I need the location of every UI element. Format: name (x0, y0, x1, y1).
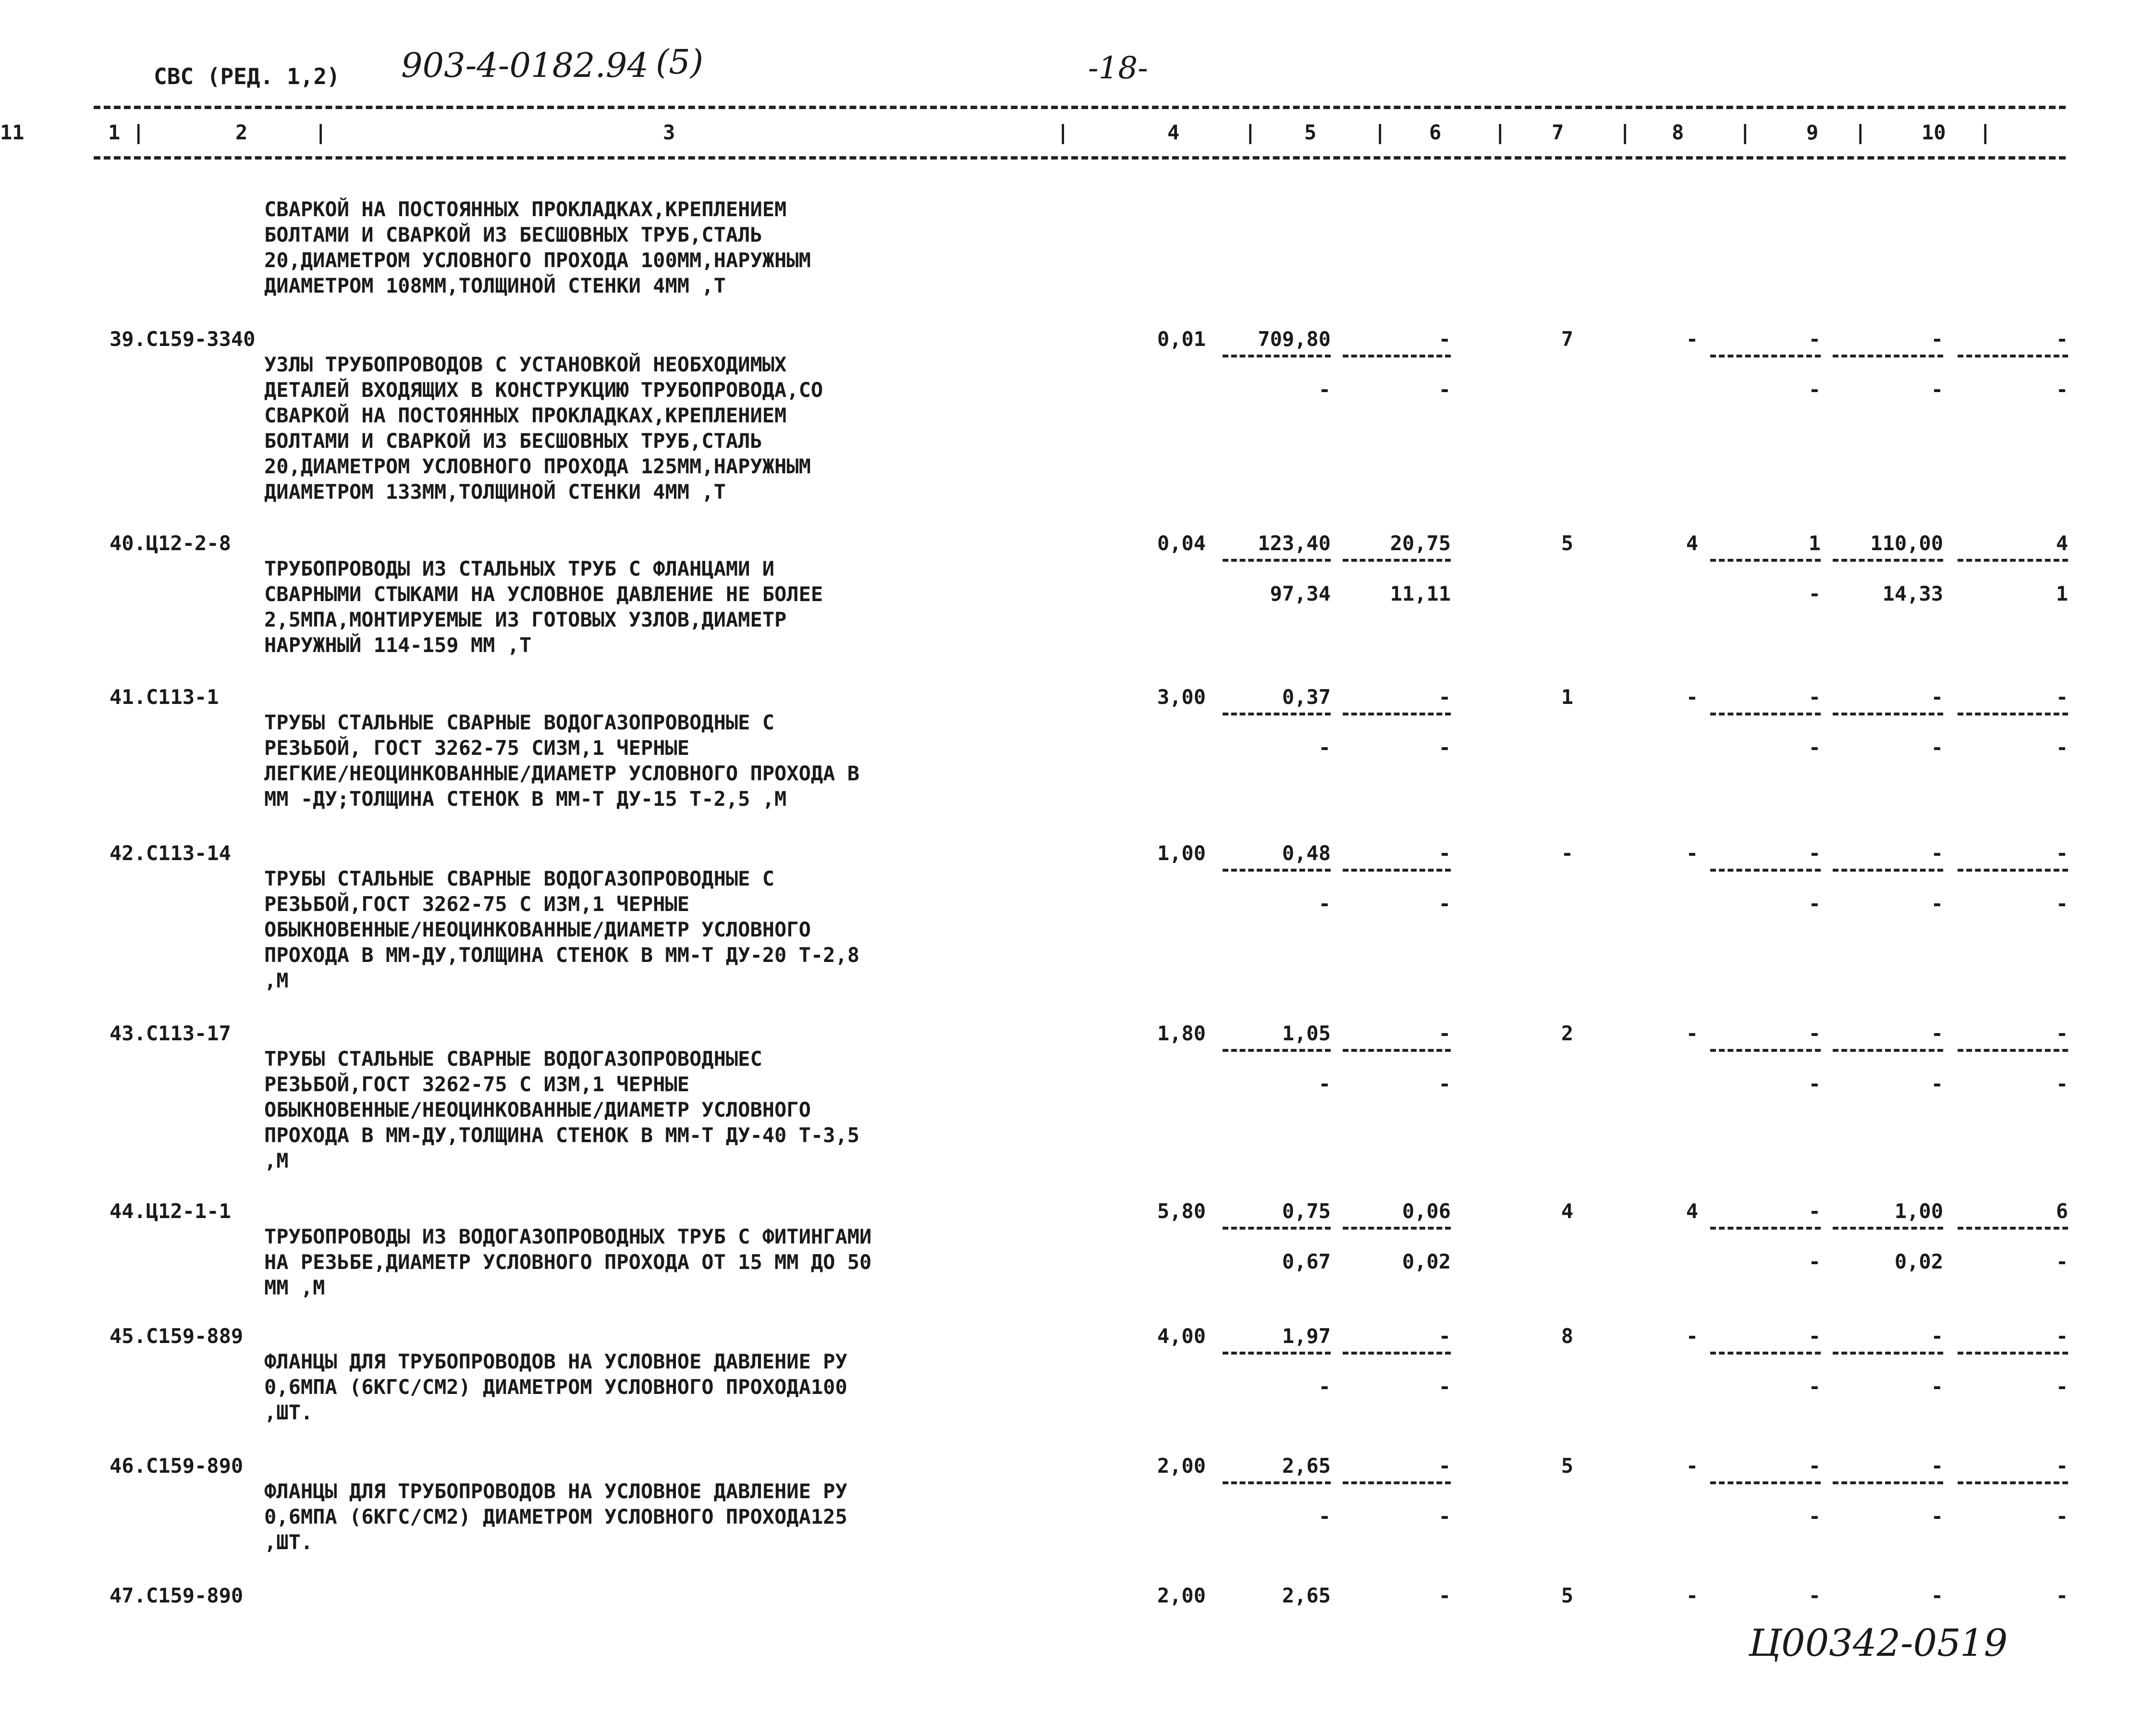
value-c6: - (1438, 841, 1451, 865)
fraction-bar (1833, 713, 1943, 715)
value-c8: - (1686, 1022, 1698, 1045)
column-header-label: | (1854, 121, 1867, 144)
value-c4: 2,00 (1157, 1454, 1206, 1478)
row-code: 45.С159-889 (110, 1324, 244, 1348)
row-code: 44.Ц12-1-1 (110, 1199, 231, 1223)
fraction-bar (1958, 713, 2068, 715)
column-header-label: 3 (663, 121, 675, 144)
value-c9-lower: - (1808, 1375, 1821, 1398)
column-header-label: 2 (235, 121, 248, 144)
description-line: ММ ,М (264, 1276, 325, 1299)
fraction-bar (1343, 1049, 1451, 1052)
value-c8: 4 (1686, 1199, 1698, 1223)
value-c11: 4 (2056, 531, 2068, 555)
fraction-bar (1223, 713, 1331, 715)
description-line: ФЛАНЦЫ ДЛЯ ТРУБОПРОВОДОВ НА УСЛОВНОЕ ДАВЛЕНИЕ РУ (264, 1479, 847, 1503)
value-c6: - (1438, 1022, 1451, 1045)
fraction-bar (1343, 1227, 1451, 1230)
value-c11: - (2056, 1022, 2068, 1045)
value-c8: - (1686, 327, 1698, 351)
value-c5: 1,97 (1282, 1324, 1331, 1348)
description-line: ,М (264, 969, 289, 992)
fraction-bar (1958, 869, 2068, 872)
description-line: 20,ДИАМЕТРОМ УСЛОВНОГО ПРОХОДА 125ММ,НАРУЖНЫМ (264, 455, 811, 478)
value-c11-lower: - (2056, 1504, 2068, 1528)
fraction-bar (1958, 559, 2068, 562)
value-c9: 1 (1808, 531, 1821, 555)
value-c10-lower: 14,33 (1882, 582, 1943, 605)
value-c5: 2,65 (1282, 1584, 1331, 1607)
value-c7: 5 (1561, 531, 1573, 555)
fraction-bar (1833, 1352, 1943, 1355)
value-c7: 4 (1561, 1199, 1573, 1223)
fraction-bar (1710, 713, 1821, 715)
fraction-bar (1343, 713, 1451, 715)
value-c10: - (1931, 1022, 1943, 1045)
document-part: (5) (656, 42, 704, 82)
value-c10-lower: - (1931, 1375, 1943, 1398)
description-line: НА РЕЗЬБЕ,ДИАМЕТР УСЛОВНОГО ПРОХОДА ОТ 15 ММ ДО 50 (264, 1250, 872, 1274)
description-line: ,ШТ. (264, 1530, 313, 1554)
value-c11: - (2056, 1454, 2068, 1478)
value-c4: 5,80 (1157, 1199, 1206, 1223)
value-c5-lower: - (1318, 892, 1331, 915)
value-c9: - (1808, 841, 1821, 865)
value-c6-lower: - (1438, 736, 1451, 759)
value-c7: - (1561, 841, 1573, 865)
value-c10-lower: - (1931, 378, 1943, 401)
value-c5-lower: 0,67 (1282, 1250, 1331, 1273)
description-line: ТРУБЫ СТАЛЬНЫЕ СВАРНЫЕ ВОДОГАЗОПРОВОДНЫЕ С (264, 867, 775, 890)
fraction-bar (1833, 1049, 1943, 1052)
description-line: ПРОХОДА В ММ-ДУ,ТОЛЩИНА СТЕНОК В ММ-Т ДУ-40 Т-3,5 (264, 1123, 860, 1147)
value-c6: - (1438, 685, 1451, 709)
description-line: ДЕТАЛЕЙ ВХОДЯЩИХ В КОНСТРУКЦИЮ ТРУБОПРОВОДА,СО (264, 378, 823, 402)
value-c11-lower: - (2056, 1375, 2068, 1398)
description-line: 20,ДИАМЕТРОМ УСЛОВНОГО ПРОХОДА 100ММ,НАРУЖНЫМ (264, 248, 811, 272)
description-line: ТРУБОПРОВОДЫ ИЗ СТАЛЬНЫХ ТРУБ С ФЛАНЦАМИ И (264, 557, 775, 580)
description-line: ОБЫКНОВЕННЫЕ/НЕОЦИНКОВАННЫЕ/ДИАМЕТР УСЛОВНОГО (264, 1098, 811, 1121)
fraction-bar (1343, 1352, 1451, 1355)
value-c10: - (1931, 685, 1943, 709)
description-line: БОЛТАМИ И СВАРКОЙ ИЗ БЕСШОВНЫХ ТРУБ,СТАЛЬ (264, 223, 762, 246)
value-c10-lower: - (1931, 736, 1943, 759)
value-c9: - (1808, 1022, 1821, 1045)
description-line: УЗЛЫ ТРУБОПРОВОДОВ С УСТАНОВКОЙ НЕОБХОДИМЫХ (264, 353, 787, 376)
value-c5-lower: - (1318, 1504, 1331, 1528)
value-c6-lower: 11,11 (1390, 582, 1451, 605)
fraction-bar (1343, 355, 1451, 357)
value-c10: - (1931, 841, 1943, 865)
fraction-bar (1958, 1352, 2068, 1355)
column-header-label: 11 (0, 121, 24, 144)
description-line: СВАРКОЙ НА ПОСТОЯННЫХ ПРОКЛАДКАХ,КРЕПЛЕНИЕМ (264, 197, 787, 221)
value-c5-lower: - (1318, 736, 1331, 759)
page-number: -18- (1088, 50, 1148, 86)
value-c9: - (1808, 685, 1821, 709)
fraction-bar (1710, 869, 1821, 872)
value-c6-lower: - (1438, 1504, 1451, 1528)
value-c11: - (2056, 327, 2068, 351)
value-c5: 2,65 (1282, 1454, 1331, 1478)
value-c4: 1,00 (1157, 841, 1206, 865)
fraction-bar (1710, 1481, 1821, 1484)
description-line: РЕЗЬБОЙ,ГОСТ 3262-75 С ИЗМ,1 ЧЕРНЫЕ (264, 892, 690, 916)
value-c9: - (1808, 1324, 1821, 1348)
description-line: ТРУБЫ СТАЛЬНЫЕ СВАРНЫЕ ВОДОГАЗОПРОВОДНЫЕ С (264, 711, 775, 734)
fraction-bar (1223, 1352, 1331, 1355)
value-c11-lower: - (2056, 1072, 2068, 1096)
row-code: 47.С159-890 (110, 1584, 244, 1607)
header-rule-bottom (94, 156, 2066, 160)
value-c9: - (1808, 1199, 1821, 1223)
row-code: 40.Ц12-2-8 (110, 531, 231, 555)
value-c8: - (1686, 841, 1698, 865)
fraction-bar (1833, 559, 1943, 562)
value-c5-lower: 97,34 (1270, 582, 1331, 605)
value-c8: - (1686, 685, 1698, 709)
value-c9: - (1808, 327, 1821, 351)
description-line: БОЛТАМИ И СВАРКОЙ ИЗ БЕСШОВНЫХ ТРУБ,СТАЛЬ (264, 429, 762, 453)
value-c10-lower: - (1931, 1072, 1943, 1096)
value-c11: - (2056, 685, 2068, 709)
fraction-bar (1958, 1227, 2068, 1230)
column-header-label: 7 (1552, 121, 1564, 144)
value-c5: 1,05 (1282, 1022, 1331, 1045)
value-c6-lower: - (1438, 1072, 1451, 1096)
value-c9: - (1808, 1584, 1821, 1607)
fraction-bar (1223, 559, 1331, 562)
column-header-label: | (1374, 121, 1386, 144)
value-c7: 5 (1561, 1454, 1573, 1478)
value-c6-lower: 0,02 (1402, 1250, 1451, 1273)
value-c11: - (2056, 1324, 2068, 1348)
fraction-bar (1223, 1049, 1331, 1052)
value-c9-lower: - (1808, 1072, 1821, 1096)
value-c6-lower: - (1438, 892, 1451, 915)
description-line: ФЛАНЦЫ ДЛЯ ТРУБОПРОВОДОВ НА УСЛОВНОЕ ДАВЛЕНИЕ РУ (264, 1350, 847, 1373)
value-c5-lower: - (1318, 378, 1331, 401)
column-header-label: | (1494, 121, 1507, 144)
description-line: ,М (264, 1149, 289, 1172)
fraction-bar (1223, 355, 1331, 357)
value-c9: - (1808, 1454, 1821, 1478)
row-code: 46.С159-890 (110, 1454, 244, 1478)
value-c7: 5 (1561, 1584, 1573, 1607)
value-c6: - (1438, 1584, 1451, 1607)
value-c5-lower: - (1318, 1072, 1331, 1096)
value-c8: 4 (1686, 531, 1698, 555)
column-header-label: | (1057, 121, 1069, 144)
value-c5: 0,75 (1282, 1199, 1331, 1223)
value-c6-lower: - (1438, 378, 1451, 401)
value-c8: - (1686, 1584, 1698, 1607)
value-c11: - (2056, 841, 2068, 865)
archive-stamp-code: Ц00342-05 (1749, 1622, 1961, 1665)
fraction-bar (1710, 1352, 1821, 1355)
fraction-bar (1223, 1481, 1331, 1484)
description-line: ДИАМЕТРОМ 108ММ,ТОЛЩИНОЙ СТЕНКИ 4ММ ,Т (264, 274, 726, 297)
value-c9-lower: - (1808, 1504, 1821, 1528)
value-c11-lower: - (2056, 736, 2068, 759)
value-c8: - (1686, 1454, 1698, 1478)
description-line: ДИАМЕТРОМ 133ММ,ТОЛЩИНОЙ СТЕНКИ 4ММ ,Т (264, 480, 726, 504)
value-c11: 6 (2056, 1199, 2068, 1223)
description-line: СВАРКОЙ НА ПОСТОЯННЫХ ПРОКЛАДКАХ,КРЕПЛЕНИЕМ (264, 404, 787, 427)
value-c4: 1,80 (1157, 1022, 1206, 1045)
description-line: 2,5МПА,МОНТИРУЕМЫЕ ИЗ ГОТОВЫХ УЗЛОВ,ДИАМЕТР (264, 608, 787, 631)
value-c10: - (1931, 1324, 1943, 1348)
value-c11-lower: - (2056, 378, 2068, 401)
column-header-label: | (1619, 121, 1631, 144)
column-header-label: 8 (1672, 121, 1684, 144)
column-header-label: 1 | (108, 121, 145, 144)
row-code: 41.С113-1 (110, 685, 219, 709)
value-c11-lower: - (2056, 1250, 2068, 1273)
value-c10: 1,00 (1894, 1199, 1943, 1223)
column-header-label: | (1979, 121, 1992, 144)
column-header-label: | (1739, 121, 1752, 144)
row-code: 42.С113-14 (110, 841, 231, 865)
fraction-bar (1958, 355, 2068, 357)
value-c5: 0,37 (1282, 685, 1331, 709)
value-c9-lower: - (1808, 736, 1821, 759)
fraction-bar (1833, 355, 1943, 357)
value-c10: - (1931, 327, 1943, 351)
fraction-bar (1343, 1481, 1451, 1484)
column-header-label: 4 (1167, 121, 1180, 144)
row-code: 39.С159-3340 (110, 327, 256, 351)
fraction-bar (1710, 355, 1821, 357)
description-line: ТРУБЫ СТАЛЬНЫЕ СВАРНЫЕ ВОДОГАЗОПРОВОДНЫЕС (264, 1047, 762, 1071)
value-c11-lower: 1 (2056, 582, 2068, 605)
value-c9-lower: - (1808, 582, 1821, 605)
value-c8: - (1686, 1324, 1698, 1348)
value-c5-lower: - (1318, 1375, 1331, 1398)
value-c4: 0,04 (1157, 531, 1206, 555)
value-c7: 8 (1561, 1324, 1573, 1348)
description-line: РЕЗЬБОЙ,ГОСТ 3262-75 С ИЗМ,1 ЧЕРНЫЕ (264, 1072, 690, 1096)
value-c5: 709,80 (1258, 327, 1331, 351)
header-rule-top (94, 106, 2066, 109)
value-c4: 3,00 (1157, 685, 1206, 709)
value-c6: 20,75 (1390, 531, 1451, 555)
column-header-label: 6 (1429, 121, 1442, 144)
value-c5: 0,48 (1282, 841, 1331, 865)
fraction-bar (1958, 1049, 2068, 1052)
value-c10-lower: - (1931, 1504, 1943, 1528)
column-header-label: | (1244, 121, 1257, 144)
value-c11: - (2056, 1584, 2068, 1607)
fraction-bar (1343, 559, 1451, 562)
description-line: ЛЕГКИЕ/НЕОЦИНКОВАННЫЕ/ДИАМЕТР УСЛОВНОГО ПРОХОДА В (264, 762, 860, 785)
description-line: СВАРНЫМИ СТЫКАМИ НА УСЛОВНОЕ ДАВЛЕНИЕ НЕ БОЛЕЕ (264, 582, 823, 606)
value-c6: - (1438, 1454, 1451, 1478)
fraction-bar (1710, 1049, 1821, 1052)
column-header-label: 10 (1922, 121, 1946, 144)
value-c7: 2 (1561, 1022, 1573, 1045)
value-c7: 1 (1561, 685, 1573, 709)
description-line: 0,6МПА (6КГС/СМ2) ДИАМЕТРОМ УСЛОВНОГО ПРОХОДА100 (264, 1375, 847, 1399)
value-c5: 123,40 (1258, 531, 1331, 555)
value-c9-lower: - (1808, 1250, 1821, 1273)
description-line: 0,6МПА (6КГС/СМ2) ДИАМЕТРОМ УСЛОВНОГО ПРОХОДА125 (264, 1505, 847, 1528)
value-c7: 7 (1561, 327, 1573, 351)
fraction-bar (1833, 869, 1943, 872)
description-line: НАРУЖНЫЙ 114-159 ММ ,Т (264, 633, 532, 657)
fraction-bar (1223, 1227, 1331, 1230)
value-c10: 110,00 (1870, 531, 1943, 555)
archive-stamp-number: 19 (1960, 1622, 2008, 1665)
column-header-label: 5 (1304, 121, 1317, 144)
value-c10-lower: 0,02 (1894, 1250, 1943, 1273)
fraction-bar (1710, 1227, 1821, 1230)
fraction-bar (1710, 559, 1821, 562)
description-line: ОБЫКНОВЕННЫЕ/НЕОЦИНКОВАННЫЕ/ДИАМЕТР УСЛОВНОГО (264, 918, 811, 941)
value-c10: - (1931, 1454, 1943, 1478)
description-line: ТРУБОПРОВОДЫ ИЗ ВОДОГАЗОПРОВОДНЫХ ТРУБ С ФИТИНГАМИ (264, 1225, 872, 1248)
value-c4: 0,01 (1157, 327, 1206, 351)
fraction-bar (1958, 1481, 2068, 1484)
header-left: СВС (РЕД. 1,2) (154, 63, 340, 89)
description-line: РЕЗЬБОЙ, ГОСТ 3262-75 СИЗМ,1 ЧЕРНЫЕ (264, 736, 690, 760)
value-c6-lower: - (1438, 1375, 1451, 1398)
description-line: ММ -ДУ;ТОЛЩИНА СТЕНОК В ММ-Т ДУ-15 Т-2,5 ,М (264, 787, 787, 811)
value-c4: 4,00 (1157, 1324, 1206, 1348)
value-c10-lower: - (1931, 892, 1943, 915)
value-c6: - (1438, 327, 1451, 351)
value-c11-lower: - (2056, 892, 2068, 915)
document-code: 903-4-0182.94 (401, 46, 649, 85)
column-header-label: | (315, 121, 327, 144)
description-line: ,ШТ. (264, 1401, 313, 1424)
value-c9-lower: - (1808, 892, 1821, 915)
fraction-bar (1833, 1481, 1943, 1484)
row-code: 43.С113-17 (110, 1022, 231, 1045)
value-c6: 0,06 (1402, 1199, 1451, 1223)
fraction-bar (1223, 869, 1331, 872)
fraction-bar (1833, 1227, 1943, 1230)
fraction-bar (1343, 869, 1451, 872)
value-c10: - (1931, 1584, 1943, 1607)
value-c4: 2,00 (1157, 1584, 1206, 1607)
value-c9-lower: - (1808, 378, 1821, 401)
description-line: ПРОХОДА В ММ-ДУ,ТОЛЩИНА СТЕНОК В ММ-Т ДУ-20 Т-2,8 (264, 943, 860, 967)
value-c6: - (1438, 1324, 1451, 1348)
column-header-label: 9 (1806, 121, 1819, 144)
